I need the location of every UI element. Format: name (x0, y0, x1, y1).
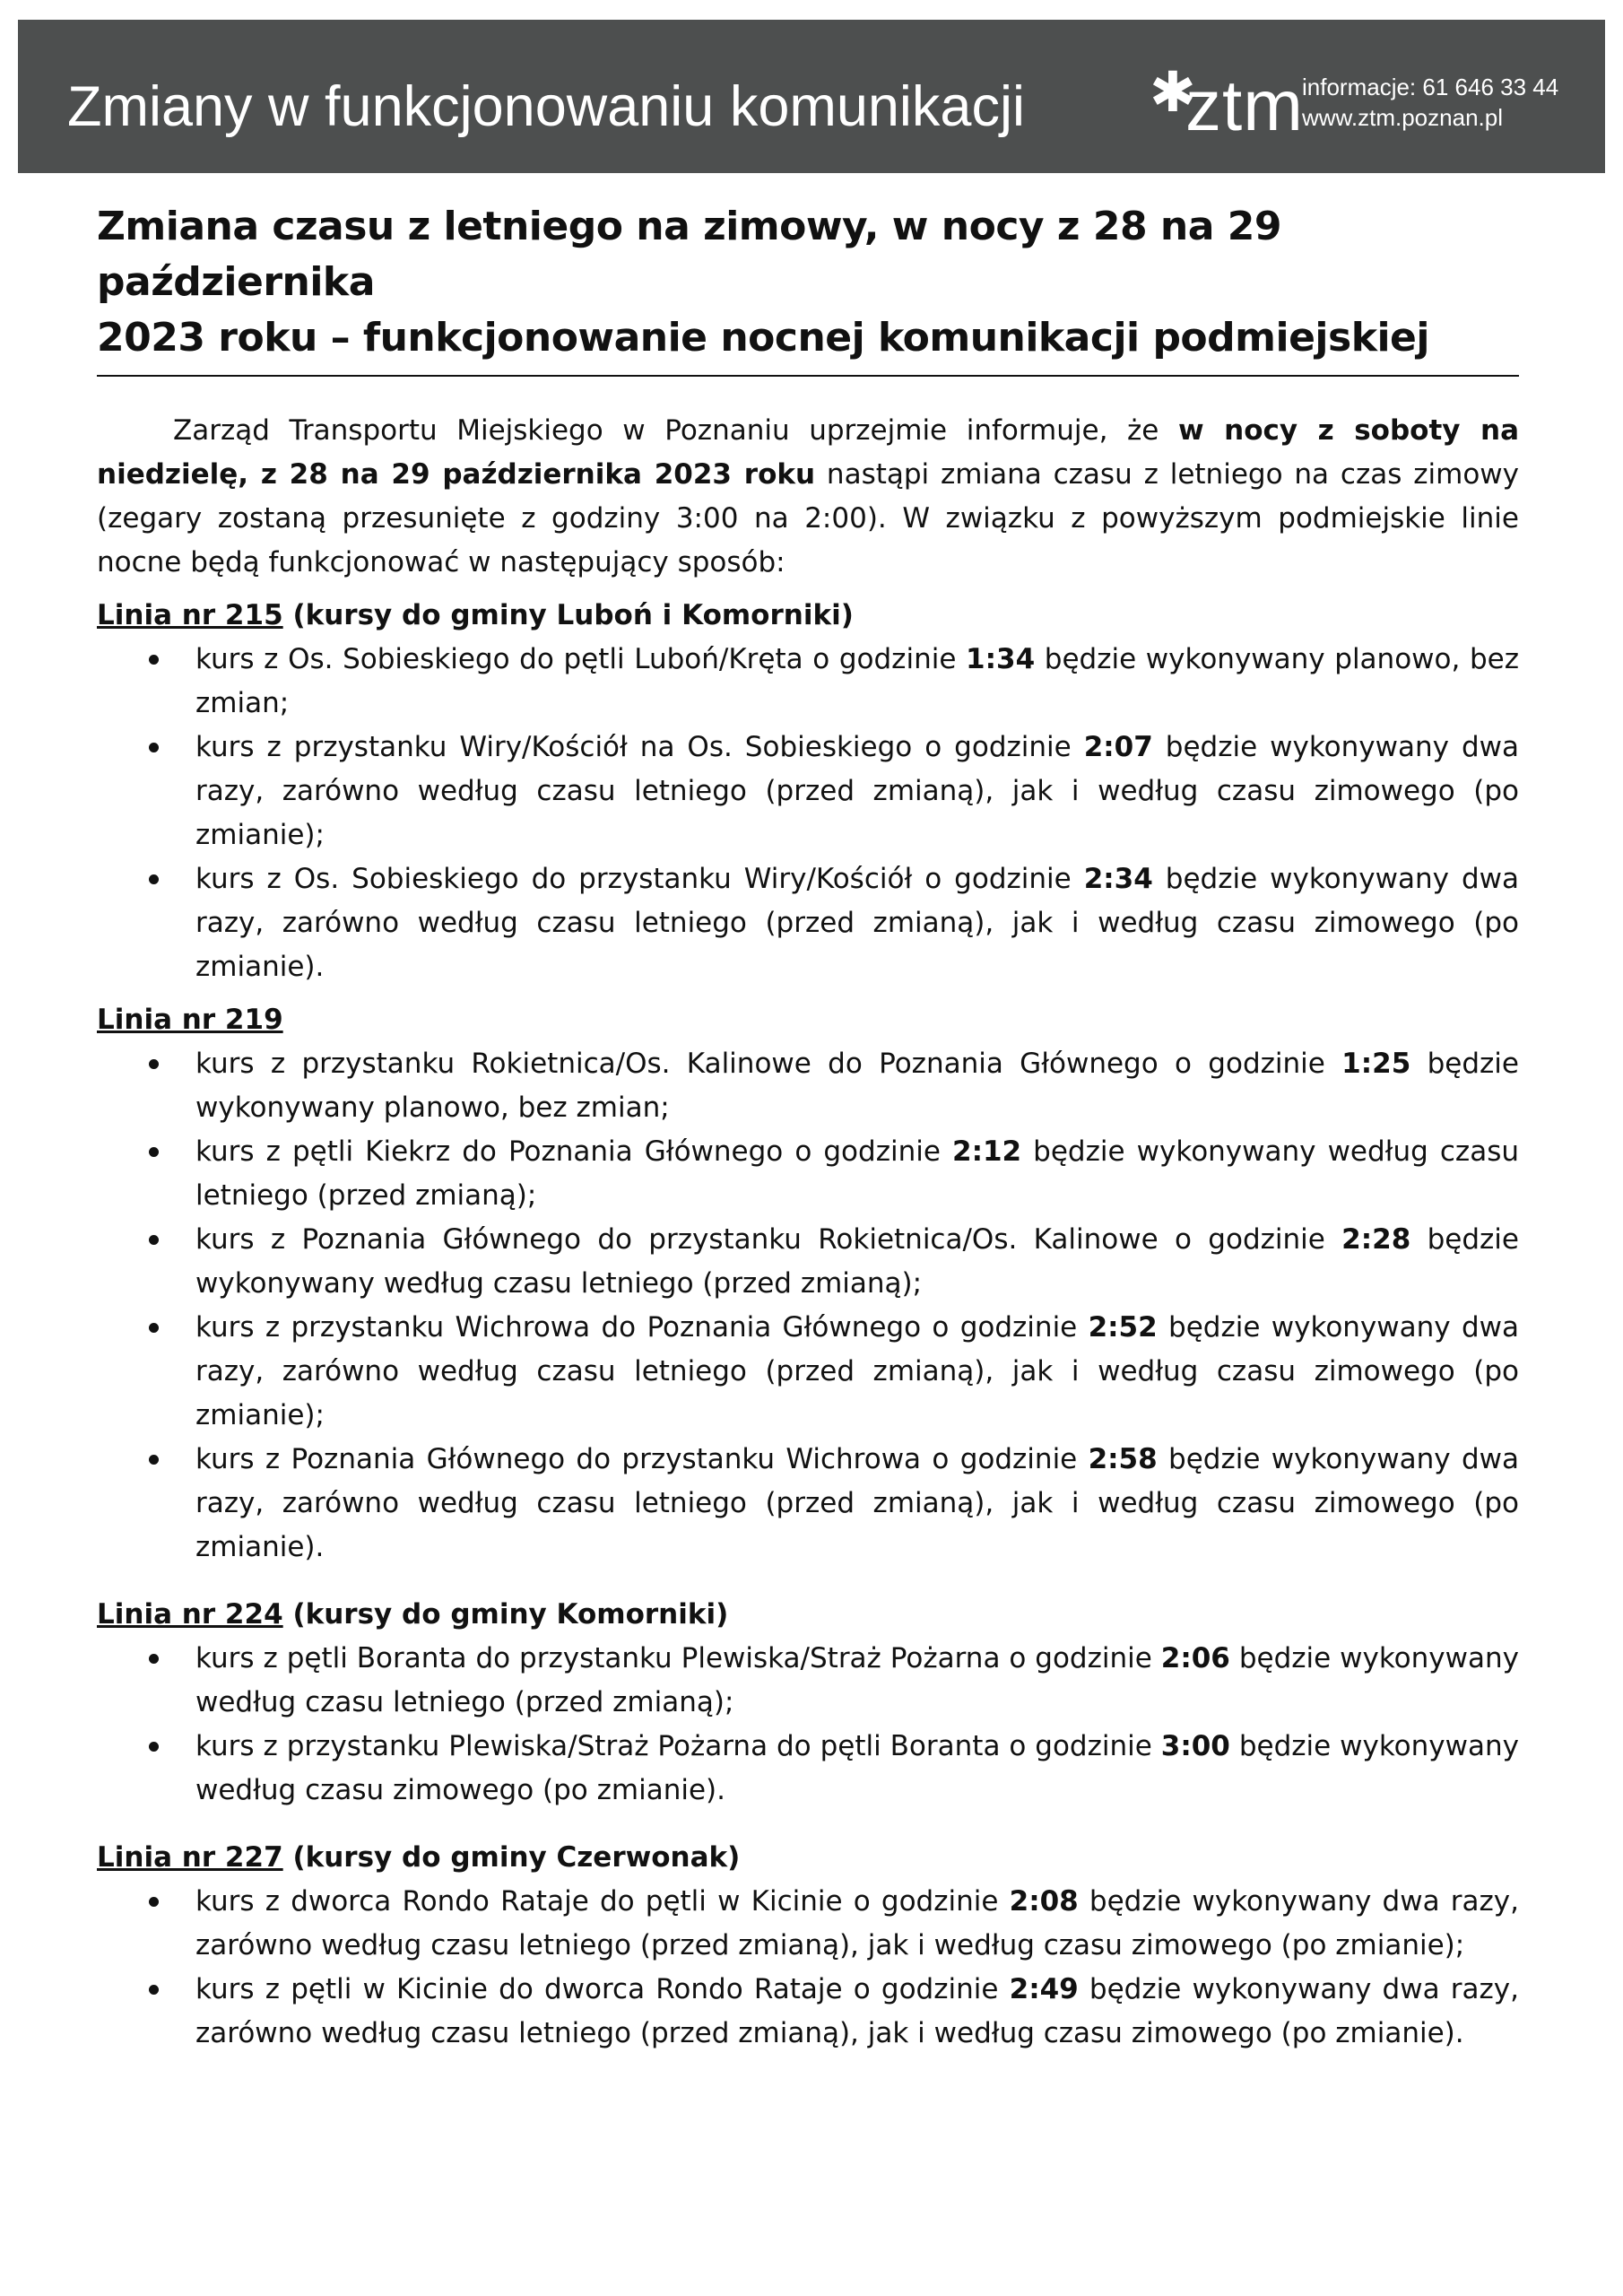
line-number: Linia nr 219 (97, 1004, 283, 1036)
line-number: Linia nr 215 (97, 599, 283, 631)
course-item (195, 1880, 1519, 1968)
bullet-icon (149, 1654, 159, 1664)
bullet-icon (149, 1985, 159, 1995)
bullet-icon (149, 1742, 159, 1752)
line-section (97, 594, 1519, 989)
course-item (195, 857, 1519, 989)
bullet-icon (149, 655, 159, 665)
line-heading (97, 998, 1519, 1042)
course-text: kurs z Os. Sobieskiego do pętli Luboń/Kręta o godzinie (195, 643, 967, 675)
intro-text-2: nastąpi zmiana czasu z letniego na czas zimowy (zegary zostaną przesunięte z godziny 3:00 na 2:00). W związku z powyższym podmiejskie linie nocne będą funkcjonować w następujący sposób: (97, 458, 1519, 578)
bullet-icon (149, 1897, 159, 1907)
course-list (97, 638, 1519, 989)
course-time: 2:52 (1088, 1311, 1158, 1344)
course-time: 2:06 (1160, 1642, 1230, 1674)
course-time: 2:58 (1088, 1443, 1158, 1475)
course-item (195, 1306, 1519, 1438)
course-item (195, 1438, 1519, 1570)
line-sections (97, 594, 1519, 2056)
course-text-after: będzie wykonywany dwa razy, zarówno według czasu letniego (przed zmianą), jak i według czasu zimowego (po zmianie); (195, 731, 1519, 851)
course-text: kurs z Os. Sobieskiego do przystanku Wiry/Kościół o godzinie (195, 863, 1084, 895)
bullet-icon (149, 1323, 159, 1333)
course-text-after: będzie wykonywany planowo, bez zmian; (195, 643, 1519, 719)
course-item (195, 1968, 1519, 2056)
course-list (97, 1042, 1519, 1570)
course-text: kurs z pętli Kiekrz do Poznania Głównego o godzinie (195, 1135, 952, 1168)
course-text: kurs z pętli w Kicinie do dworca Rondo Rataje o godzinie (195, 1973, 1010, 2005)
contact-url: www.ztm.poznan.pl (1302, 104, 1503, 131)
course-text: kurs z przystanku Rokietnica/Os. Kalinowe do Poznania Głównego o godzinie (195, 1048, 1342, 1080)
title-line-2: 2023 roku – funkcjonowanie nocnej komunikacji podmiejskiej (97, 315, 1429, 361)
course-time: 2:34 (1083, 863, 1153, 895)
course-text: kurs z przystanku Wiry/Kościół na Os. Sobieskiego o godzinie (195, 731, 1084, 763)
line-description: (kursy do gminy Luboń i Komorniki) (282, 599, 854, 631)
course-text-after: będzie wykonywany według czasu letniego (przed zmianą); (195, 1223, 1519, 1300)
course-text: kurs z przystanku Plewiska/Straż Pożarna do pętli Boranta o godzinie (195, 1730, 1161, 1762)
intro-text-1: Zarząd Transportu Miejskiego w Poznaniu uprzejmie informuje, że (173, 414, 1178, 447)
asterisk-icon: ✱ (1150, 59, 1196, 125)
contact-phone: informacje: 61 646 33 44 (1302, 74, 1559, 100)
course-text: kurs z Poznania Głównego do przystanku Rokietnica/Os. Kalinowe o godzinie (195, 1223, 1342, 1256)
course-time: 3:00 (1160, 1730, 1230, 1762)
course-time: 2:07 (1083, 731, 1153, 763)
course-text-after: będzie wykonywany planowo, bez zmian; (195, 1048, 1519, 1124)
document-body (97, 199, 1519, 2056)
bullet-icon (149, 1059, 159, 1069)
bullet-icon (149, 1455, 159, 1465)
intro-date-bold: w nocy z soboty na niedzielę, z 28 na 29 października 2023 roku (97, 414, 1519, 491)
course-time: 1:34 (966, 643, 1036, 675)
course-time: 1:25 (1341, 1048, 1411, 1080)
line-heading (97, 1836, 1519, 1880)
course-text: kurs z przystanku Wichrowa do Poznania Głównego o godzinie (195, 1311, 1089, 1344)
course-text-after: będzie wykonywany dwa razy, zarówno według czasu letniego (przed zmianą), jak i według czasu zimowego (po zmianie). (195, 863, 1519, 983)
bullet-icon (149, 874, 159, 884)
course-text-after: będzie wykonywany dwa razy, zarówno według czasu letniego (przed zmianą), jak i według czasu zimowego (po zmianie). (195, 1443, 1519, 1563)
line-heading (97, 594, 1519, 638)
course-text-after: będzie wykonywany dwa razy, zarówno według czasu letniego (przed zmianą), jak i według czasu zimowego (po zmianie); (195, 1311, 1519, 1431)
course-text-after: będzie wykonywany dwa razy, zarówno według czasu letniego (przed zmianą), jak i według czasu zimowego (po zmianie); (195, 1885, 1519, 1961)
line-description: (kursy do gminy Komorniki) (282, 1598, 729, 1631)
bullet-icon (149, 743, 159, 752)
line-number: Linia nr 224 (97, 1598, 283, 1631)
line-number: Linia nr 227 (97, 1841, 283, 1874)
course-item (195, 1130, 1519, 1218)
document-title (97, 199, 1519, 377)
course-item (195, 1042, 1519, 1130)
course-item (195, 1637, 1519, 1725)
logo-text: ztm (1185, 65, 1304, 145)
course-text: kurs z dworca Rondo Rataje do pętli w Kicinie o godzinie (195, 1885, 1010, 1918)
intro-paragraph (97, 409, 1519, 585)
title-line-1: Zmiana czasu z letniego na zimowy, w nocy z 28 na 29 października (97, 204, 1281, 305)
course-time: 2:28 (1341, 1223, 1411, 1256)
line-section (97, 1836, 1519, 2056)
course-text-after: będzie wykonywany dwa razy, zarówno według czasu letniego (przed zmianą), jak i według czasu zimowego (po zmianie). (195, 1973, 1519, 2049)
bullet-icon (149, 1147, 159, 1157)
course-text-after: będzie wykonywany według czasu letniego (przed zmianą); (195, 1642, 1519, 1718)
course-time: 2:49 (1009, 1973, 1079, 2005)
course-list (97, 1880, 1519, 2056)
contact-info (1302, 72, 1558, 133)
course-item (195, 1218, 1519, 1306)
line-section (97, 998, 1519, 1570)
course-time: 2:08 (1009, 1885, 1079, 1918)
course-time: 2:12 (952, 1135, 1022, 1168)
course-text: kurs z Poznania Głównego do przystanku Wichrowa o godzinie (195, 1443, 1089, 1475)
course-item (195, 1725, 1519, 1813)
course-text-after: będzie wykonywany według czasu zimowego (po zmianie). (195, 1730, 1519, 1806)
course-text: kurs z pętli Boranta do przystanku Plewiska/Straż Pożarna o godzinie (195, 1642, 1161, 1674)
line-heading (97, 1593, 1519, 1637)
ztm-logo (1150, 59, 1311, 145)
course-item (195, 726, 1519, 857)
banner-title: Zmiany w funkcjonowaniu komunikacji (67, 75, 1025, 138)
course-text-after: będzie wykonywany według czasu letniego (przed zmianą); (195, 1135, 1519, 1212)
line-section (97, 1593, 1519, 1813)
bullet-icon (149, 1235, 159, 1245)
header-banner (18, 20, 1605, 173)
course-list (97, 1637, 1519, 1813)
line-description: (kursy do gminy Czerwonak) (282, 1841, 741, 1874)
course-item (195, 638, 1519, 726)
